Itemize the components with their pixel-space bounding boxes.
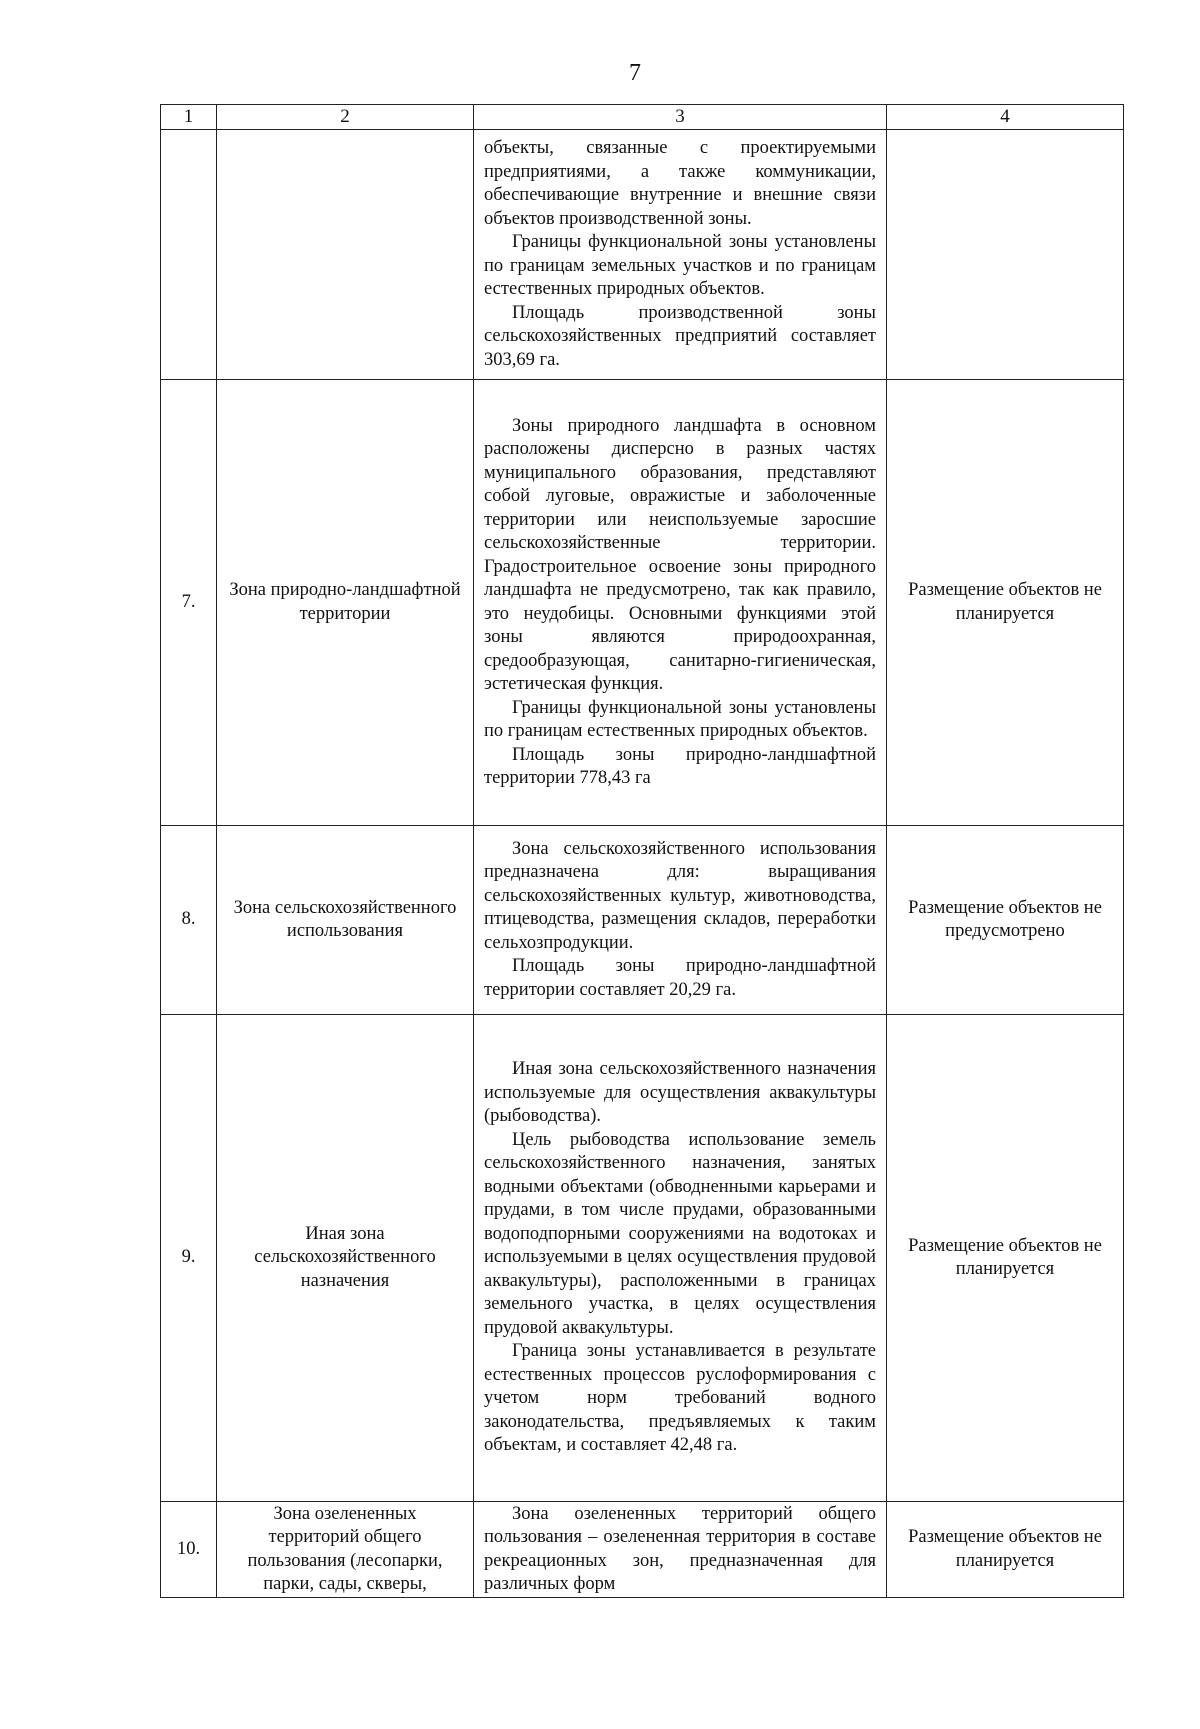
description-paragraph: Граница зоны устанавливается в результате естественных процессов руслоформирования с учетом норм требований водного законодательства, предъявляемых к таким объектам, и составляет 42,48 га. — [484, 1341, 876, 1456]
zone-description — [474, 380, 887, 826]
description-paragraph: Площадь зоны природно-ландшафтной территории 778,43 га — [484, 744, 876, 788]
description-paragraph: Площадь зоны природно-ландшафтной территории составляет 20,29 га. — [484, 956, 876, 1000]
header-col-1: 1 — [161, 105, 217, 130]
placement-note — [887, 130, 1124, 380]
table-row — [161, 1502, 1124, 1598]
description-paragraph: Зоны природного ландшафта в основном расположены дисперсно в разных частях муниципального образования, представляют собой луговые, овражистые и заболоченные территории или неиспользуемые заросшие сельскохозяйственные территории. Градостроительное освоение зоны природного ландшафта не предусмотрено, так как правило, это неудобицы. Основными функциями этой зоны являются природоохранная, средообразующая, санитарно-гигиеническая, эстетическая функция. — [484, 415, 876, 694]
header-col-2: 2 — [217, 105, 474, 130]
description-paragraph: Цель рыбоводства использование земель сельскохозяйственного назначения, занятых водными объектами (обводненными карьерами и прудами, в том числе прудами, образованными водоподпорными сооружениями на водотоках и используемыми в целях осуществления прудовой аквакультуры), расположенными в границах земельного участка, в целях осуществления прудовой аквакультуры. — [484, 1129, 876, 1338]
description-paragraph: Зона сельскохозяйственного использования предназначена для: выращивания сельскохозяйственных культур, животноводства, птицеводства, размещения складов, переработки сельхозпродукции. — [484, 838, 876, 953]
table-header-row — [161, 105, 1124, 130]
row-number: 8. — [161, 826, 217, 1015]
table-row — [161, 380, 1124, 826]
zone-name: Зона природно-ландшафтной территории — [217, 380, 474, 826]
header-col-4: 4 — [887, 105, 1124, 130]
table-row — [161, 130, 1124, 380]
table-row — [161, 1015, 1124, 1502]
zone-name — [217, 130, 474, 380]
description-paragraph: Границы функциональной зоны установлены по границам естественных природных объектов. — [484, 697, 876, 741]
description-paragraph: Границы функциональной зоны установлены по границам земельных участков и по границам естественных природных объектов. — [484, 232, 876, 299]
row-number: 10. — [161, 1502, 217, 1598]
placement-note: Размещение объектов не предусмотрено — [887, 826, 1124, 1015]
zone-name: Иная зона сельскохозяйственного назначения — [217, 1015, 474, 1502]
description-paragraph: Зона озелененных территорий общего пользования – озелененная территория в составе рекреационных зон, предназначенная для различных форм — [484, 1503, 876, 1594]
row-number: 7. — [161, 380, 217, 826]
placement-note: Размещение объектов не планируется — [887, 1502, 1124, 1598]
row-number — [161, 130, 217, 380]
row-number: 9. — [161, 1015, 217, 1502]
zones-table — [160, 104, 1124, 1598]
zone-description — [474, 1502, 887, 1598]
placement-note: Размещение объектов не планируется — [887, 1015, 1124, 1502]
table-row — [161, 826, 1124, 1015]
zone-description — [474, 130, 887, 380]
zone-name: Зона озелененных территорий общего пользования (лесопарки, парки, сады, скверы, — [217, 1502, 474, 1598]
placement-note: Размещение объектов не планируется — [887, 380, 1124, 826]
zone-description — [474, 1015, 887, 1502]
description-paragraph: Площадь производственной зоны сельскохозяйственных предприятий составляет 303,69 га. — [484, 302, 876, 370]
zone-description — [474, 826, 887, 1015]
header-col-3: 3 — [474, 105, 887, 130]
zone-name: Зона сельскохозяйственного использования — [217, 826, 474, 1015]
page-number: 7 — [629, 60, 641, 86]
description-paragraph: Иная зона сельскохозяйственного назначения используемые для осуществления аквакультуры (рыбоводства). — [484, 1059, 876, 1127]
description-paragraph: объекты, связанные с проектируемыми предприятиями, а также коммуникации, обеспечивающие внутренние и внешние связи объектов производственной зоны. — [484, 138, 876, 229]
